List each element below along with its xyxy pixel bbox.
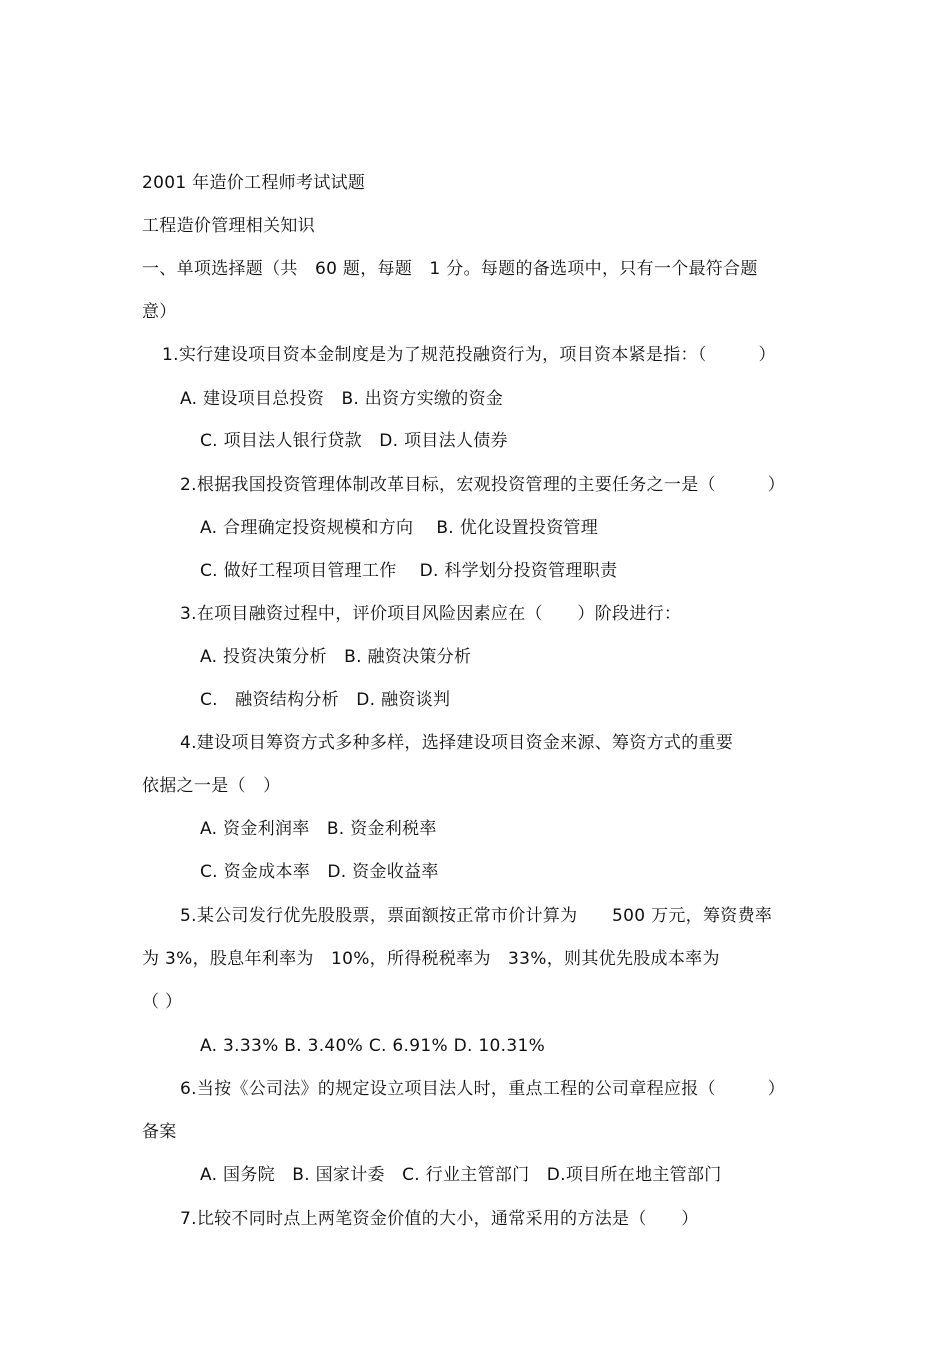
section-heading: 一、单项选择题（共 60 题，每题 1 分。每题的备选项中，只有一个最符合题: [142, 259, 758, 279]
subject-title: 工程造价管理相关知识: [142, 216, 315, 236]
question-3-options-a-b: A. 投资决策分析 B. 融资决策分析: [200, 647, 472, 667]
question-1-options-a-b: A. 建设项目总投资 B. 出资方实缴的资金: [180, 389, 504, 409]
question-6-stem: 6.当按《公司法》的规定设立项目法人时，重点工程的公司章程应报（ ）: [180, 1079, 786, 1099]
question-4-stem-continued: 依据之一是（ ）: [142, 776, 281, 796]
document-title: 2001 年造价工程师考试试题: [142, 173, 366, 193]
question-5-stem: 5.某公司发行优先股股票，票面额按正常市价计算为 500 万元，筹资费率: [180, 906, 773, 926]
question-7-stem: 7.比较不同时点上两笔资金价值的大小，通常采用的方法是（ ）: [180, 1209, 699, 1229]
question-2-stem: 2.根据我国投资管理体制改革目标，宏观投资管理的主要任务之一是（ ）: [180, 475, 786, 495]
section-heading-continued: 意）: [142, 302, 177, 322]
question-1-stem: 1.实行建设项目资本金制度是为了规范投融资行为，项目资本紧是指：（ ）: [162, 345, 776, 365]
question-4-options-c-d: C. 资金成本率 D. 资金收益率: [200, 862, 439, 882]
question-1-options-c-d: C. 项目法人银行贷款 D. 项目法人债券: [200, 431, 508, 451]
question-5-answer-blank: （ ）: [142, 992, 183, 1012]
question-5-options: A. 3.33% B. 3.40% C. 6.91% D. 10.31%: [200, 1036, 546, 1056]
question-6-options: A. 国务院 B. 国家计委 C. 行业主管部门 D.项目所在地主管部门: [200, 1165, 722, 1185]
question-4-stem: 4.建设项目筹资方式多种多样，选择建设项目资金来源、筹资方式的重要: [180, 733, 734, 753]
question-4-options-a-b: A. 资金利润率 B. 资金利税率: [200, 819, 437, 839]
question-2-options-c-d: C. 做好工程项目管理工作 D. 科学划分投资管理职责: [200, 561, 618, 581]
question-2-options-a-b: A. 合理确定投资规模和方向 B. 优化设置投资管理: [200, 518, 599, 538]
question-6-stem-continued: 备案: [142, 1122, 177, 1142]
question-5-stem-continued: 为 3%，股息年利率为 10%，所得税税率为 33%，则其优先股成本率为: [142, 949, 720, 969]
question-3-options-c-d: C. 融资结构分析 D. 融资谈判: [200, 690, 451, 710]
question-3-stem: 3.在项目融资过程中，评价项目风险因素应在（ ）阶段进行：: [180, 604, 682, 624]
